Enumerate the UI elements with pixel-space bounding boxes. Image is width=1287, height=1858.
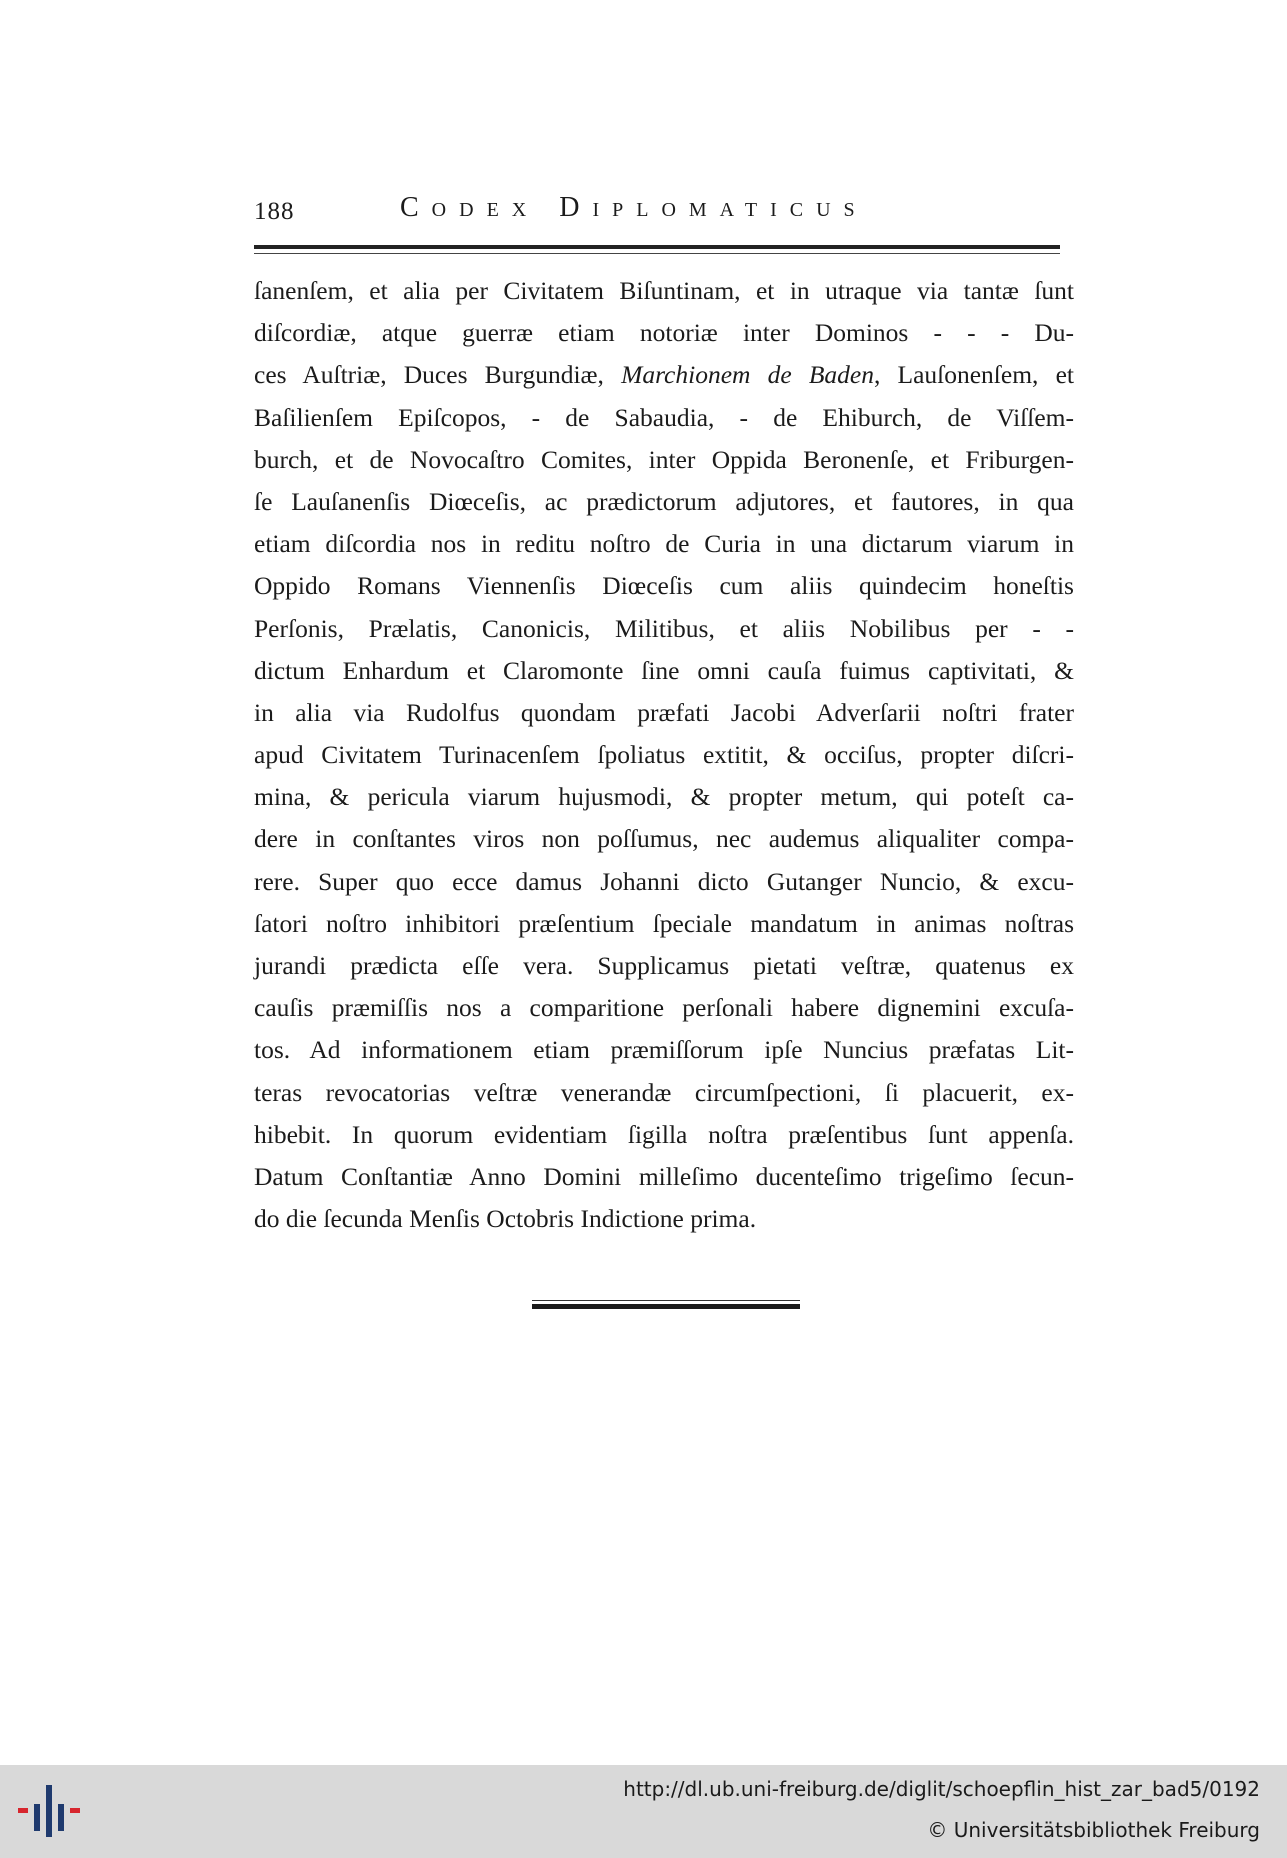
text-line: diſcordiæ, atque guerræ etiam notoriæ inter Dominos - - - Du- <box>254 318 1074 348</box>
copyright-notice: © Universitätsbibliothek Freiburg <box>927 1818 1260 1842</box>
text-line: dere in conſtantes viros non poſſumus, nec audemus aliqualiter compa- <box>254 824 1074 854</box>
text-run: , Lauſonenſem, et <box>873 360 1074 390</box>
text-line: ſatori noſtro inhibitori præſentium ſpeciale mandatum in animas noſtras <box>254 908 1074 938</box>
permalink-url[interactable]: http://dl.ub.uni-freiburg.de/diglit/schoepflin_hist_zar_bad5/0192 <box>623 1777 1260 1801</box>
text-line: teras revocatorias veſtræ venerandæ circumſpectioni, ſi placuerit, ex- <box>254 1077 1074 1107</box>
text-line: tos. Ad informationem etiam præmiſſorum ipſe Nuncius præfatas Lit- <box>254 1035 1074 1065</box>
text-line: do die ſecunda Menſis Octobris Indictione prima. <box>254 1204 757 1234</box>
text-line: Perſonis, Prælatis, Canonicis, Militibus, et aliis Nobilibus per - - <box>254 613 1074 643</box>
text-line: ſe Lauſanenſis Diœceſis, ac prædictorum adjutores, et fautores, in qua <box>254 486 1074 516</box>
text-run: ces Auſtriæ, Duces Burgundiæ, <box>254 360 622 390</box>
viewer-footer <box>0 1765 1287 1858</box>
text-line: jurandi prædicta eſſe vera. Supplicamus pietati veſtræ, quatenus ex <box>254 951 1074 980</box>
running-title: Codex Diplomaticus <box>400 192 868 223</box>
text-line: dictum Enhardum et Claromonte ſine omni cauſa fuimus captivitati, & <box>254 655 1074 685</box>
text-line: hibebit. In quorum evidentiam ſigilla noſtra præſentibus ſunt appenſa. <box>254 1119 1074 1149</box>
end-rule-thin <box>532 1300 800 1301</box>
text-line: apud Civitatem Turinacenſem ſpoliatus extitit, & occiſus, propter diſcri- <box>254 740 1074 770</box>
running-head <box>254 192 1060 232</box>
text-line: Datum Conſtantiæ Anno Domini milleſimo ducenteſimo trigeſimo ſecun- <box>254 1161 1074 1191</box>
text-line <box>254 354 1074 396</box>
header-rule-thick <box>254 245 1060 249</box>
text-line: rere. Super quo ecce damus Johanni dicto Gutanger Nuncio, & excu- <box>254 866 1074 896</box>
text-line: Baſilienſem Epiſcopos, - de Sabaudia, - de Ehiburch, de Viſſem- <box>254 402 1074 432</box>
body-text <box>254 270 1074 1240</box>
italic-name-run: Marchionem de Baden <box>621 360 874 390</box>
text-line: cauſis præmiſſis nos a comparitione perſonali habere dignemini excuſa- <box>254 993 1074 1023</box>
text-line: Oppido Romans Viennenſis Diœceſis cum aliis quindecim honeſtis <box>254 571 1074 601</box>
text-line: ſanenſem, et alia per Civitatem Biſuntinam, et in utraque via tantæ ſunt <box>254 276 1074 305</box>
ub-freiburg-logo-icon <box>16 1781 82 1841</box>
end-ornament-rule <box>532 1300 800 1312</box>
header-double-rule <box>254 245 1060 257</box>
text-line: in alia via Rudolfus quondam præfati Jacobi Adverſarii noſtri frater <box>254 697 1074 727</box>
text-line: mina, & pericula viarum hujusmodi, & propter metum, qui poteſt ca- <box>254 782 1074 812</box>
end-rule-thick <box>532 1304 800 1309</box>
text-line: etiam diſcordia nos in reditu noſtro de Curia in una dictarum viarum in <box>254 529 1074 559</box>
text-line: burch, et de Novocaſtro Comites, inter Oppida Beronenſe, et Friburgen- <box>254 444 1074 474</box>
header-rule-thin <box>254 253 1060 254</box>
page-number: 188 <box>254 198 295 225</box>
